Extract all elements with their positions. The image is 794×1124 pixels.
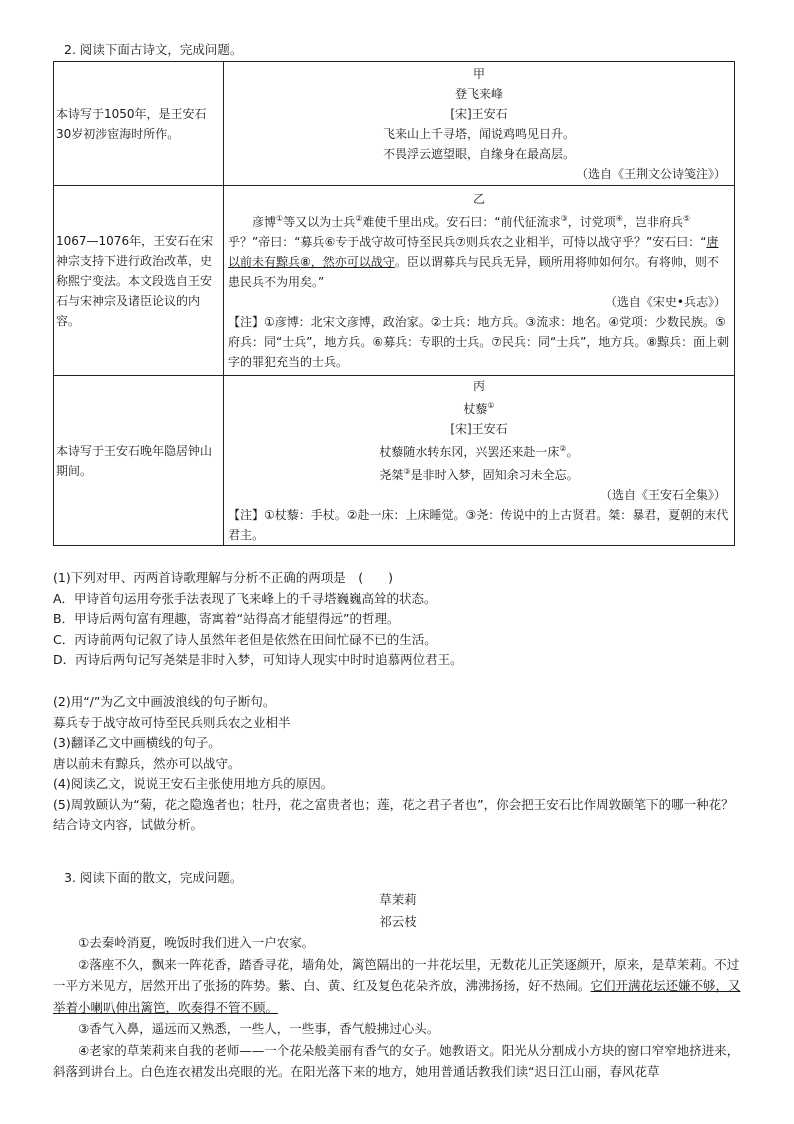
- essay-paragraph: ④老家的草茉莉来自我的老师——一个花朵般美丽有香气的女子。她教语文。阳光从分割成小方块的窗口窄窄地挤进来，斜落到讲台上。白色连衣裙发出亮眼的光。在阳光落下来的地方，她用普通话教我们读“迟日江山丽，春风花草: [53, 1042, 740, 1079]
- background-note: 本诗写于1050年，是王安石30岁初涉宦海时所作。: [54, 62, 224, 186]
- annotation-note: 【注】①杖藜：手杖。②赴一床：上床睡觉。③尧：传说中的上古贤君。桀：暴君，夏朝的末代君主。: [228, 508, 729, 542]
- question-5: (5)周敦颐认为“菊，花之隐逸者也；牡丹，花之富贵者也；莲，花之君子者也”，你会把王安石比作周敦颐笔下的哪一种花？结合诗文内容，试做分析。: [53, 796, 734, 832]
- option-b: B．甲诗后两句富有理趣，寄寓着“站得高才能望得远”的哲理。: [53, 611, 400, 626]
- poem-table: [53, 61, 735, 546]
- prose-yi: [224, 186, 735, 376]
- question-4: (4)阅读乙文，说说王安石主张使用地方兵的原因。: [53, 776, 334, 791]
- background-note: 本诗写于王安石晚年隐居钟山期间。: [54, 376, 224, 546]
- annotation-note: 【注】①彦博：北宋文彦博，政治家。②士兵：地方兵。③流求：地名。④党项：少数民族。⑤府兵：同“士兵”，地方兵。⑥募兵：专职的士兵。⑦民兵：同“士兵”，地方兵。⑧黥兵：面上刺字的罪犯充当的士兵。: [228, 315, 730, 369]
- section-label: 丙: [472, 379, 485, 393]
- table-row: [54, 376, 735, 546]
- poem-author: [宋]王安石: [450, 106, 508, 121]
- poem-jia: [224, 62, 735, 186]
- poem-line: 尧桀③是非时入梦，固知余习未全忘。: [379, 467, 579, 482]
- poem-line: 杖藜随水转东冈，兴罢还来赴一床②。: [379, 444, 579, 459]
- poem-line: 不畏浮云遮望眼，自缘身在最高层。: [382, 146, 575, 161]
- question-3-title: 3. 阅读下面的散文，完成问题。: [64, 870, 243, 885]
- option-d: D．丙诗后两句记写尧桀是非时入梦，可知诗人现实中时时追慕两位君王。: [53, 652, 463, 667]
- question-list: [53, 568, 743, 671]
- question-2-text: 募兵专于战守故可恃至民兵则兵农之业相半: [53, 714, 291, 730]
- prose-source: （选自《宋史•兵志》）: [604, 295, 726, 309]
- table-row: [54, 62, 735, 186]
- poem-source: （选自《王安石全集》）: [599, 488, 726, 502]
- poem-author: [宋]王安石: [450, 422, 508, 436]
- question-2: (2)用“/”为乙文中画波浪线的句子断句。: [53, 694, 276, 709]
- essay-paragraph: ③香气入鼻，遥远而又熟悉，一些人，一些事，香气般拂过心头。: [78, 1021, 440, 1036]
- underlined-sentence: 唐以前未有黥兵: [228, 235, 719, 269]
- essay-paragraph: ①去秦岭消夏，晚饭时我们进入一户农家。: [78, 935, 315, 950]
- option-c: C．丙诗前两句记叙了诗人虽然年老但是依然在田间忙碌不已的生活。: [53, 631, 437, 647]
- poem-source: （选自《王荆文公诗笺注》）: [575, 166, 726, 181]
- essay-paragraph: ②落座不久，飘来一阵花香，踏香寻花，墙角处，篱笆隔出的一井花坛里，无数花儿正笑逐颜开，原来，是草茉莉。不过一平方米见方，居然开出了张扬的阵势。紫、白、黄、红及复色花朵齐放，沸沸扬扬，好不热闹。它们开满花坛还嫌不够，又举着小喇叭伸出篱笆，吹奏得不管不顾。: [53, 956, 741, 1015]
- poem-title: 杖藜①: [463, 401, 495, 416]
- question-list-2: [53, 692, 743, 836]
- question-2-title: 2. 阅读下面古诗文，完成问题。: [64, 42, 243, 57]
- essay-title: 草茉莉: [379, 892, 417, 907]
- poem-bing: [224, 376, 735, 546]
- essay-author: 祁云枝: [379, 913, 417, 929]
- prose-text: 彦博①等又以为士兵②难使千里出戍。安石曰：“前代征流求③，讨党项④，岂非府兵⑤乎？”帝曰：“募兵⑥专于战守故可恃至民兵⑦则兵农之业相半，可恃以战守乎？”安石曰：“唐以前未有黥兵⑧，然亦可以战守。臣以谓募兵与民兵无异，顾所用将帅如何尔。有将帅，则不患民兵不为用矣。”: [228, 214, 719, 289]
- option-a: A．甲诗首句运用夸张手法表现了飞来峰上的千寻塔巍巍高耸的状态。: [53, 590, 437, 606]
- table-row: [54, 186, 735, 376]
- poem-line: 飞来山上千寻塔，闻说鸡鸣见日升。: [382, 126, 575, 141]
- poem-title: 登飞来峰: [454, 86, 503, 101]
- question-3: (3)翻译乙文中画横线的句子。: [53, 735, 221, 750]
- section-label: 乙: [472, 192, 485, 206]
- question-3-text: 唐以前未有黥兵，然亦可以战守。: [53, 755, 241, 771]
- essay: [53, 889, 743, 1083]
- underlined-sentence: 它们开满花坛还嫌不够，又举着小喇叭伸出篱笆，吹奏得不管不顾。: [53, 978, 741, 1015]
- background-note: 1067—1076年，王安石在宋神宗支持下进行政治改革，史称熙宁变法。本文段选自王安石与宋神宗及诸臣论议的内容。: [54, 186, 224, 376]
- section-label: 甲: [472, 66, 485, 81]
- question-1: (1)下列对甲、丙两首诗歌理解与分析不正确的两项是 ( ): [53, 570, 393, 585]
